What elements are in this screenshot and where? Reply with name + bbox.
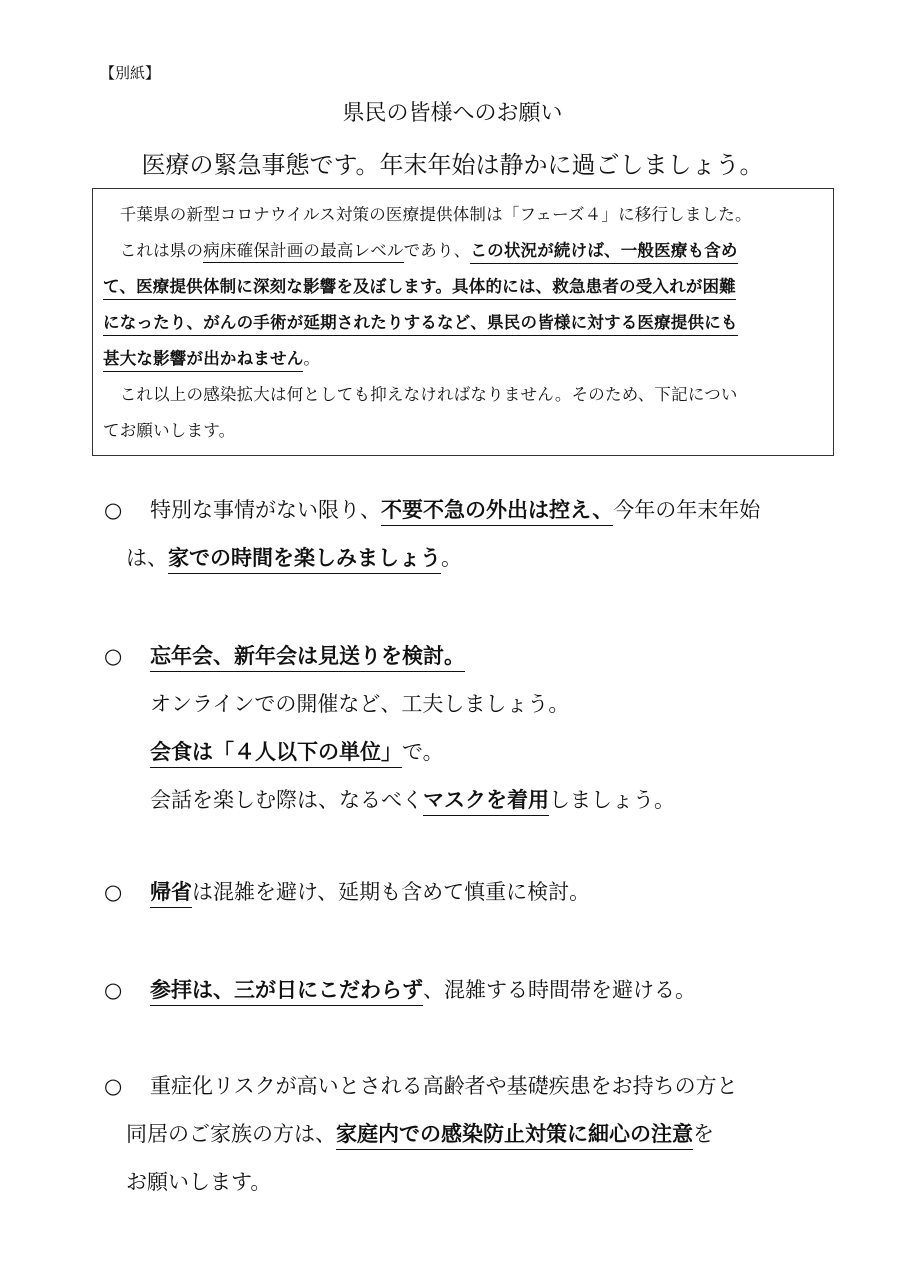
item-emph-text: 忘年会、新年会は見送りを検討。 bbox=[150, 644, 465, 672]
item-emph-text: 参拝は、三が日にこだわらず bbox=[150, 978, 423, 1006]
item-emph-text: 帰省 bbox=[150, 880, 192, 908]
item-text: 重症化リスクが高いとされる高齢者や基礎疾患をお持ちの方と bbox=[150, 1074, 738, 1098]
item-text: オンラインでの開催など、工夫しましょう。 bbox=[150, 692, 570, 716]
item-text: お願いします。 bbox=[126, 1170, 272, 1194]
notice-box bbox=[92, 188, 834, 456]
request-item-1 bbox=[104, 486, 760, 582]
box-emph-text: 病床確保計画の最高レベル bbox=[203, 241, 403, 263]
item-emph-text: 会食は「４人以下の単位」 bbox=[150, 740, 402, 768]
box-line-2 bbox=[103, 233, 823, 269]
box-line-7 bbox=[103, 413, 823, 449]
item-text: 、混雑する時間帯を避ける。 bbox=[423, 978, 696, 1002]
box-text: 。 bbox=[303, 349, 321, 368]
item-emph-text: 不要不急の外出は控え、 bbox=[381, 498, 613, 526]
request-item-2 bbox=[104, 632, 675, 824]
box-emph-text: 甚大な影響が出かねません bbox=[103, 349, 303, 372]
page-subtitle: 医療の緊急事態です。年末年始は静かに過ごしましょう。 bbox=[141, 151, 764, 179]
bullet-icon: ○ bbox=[104, 1074, 123, 1098]
box-text: これは県の bbox=[119, 241, 204, 260]
box-emph-text: になったり、がんの手術が延期されたりするなど、県民の皆様に対する医療提供にも bbox=[103, 313, 738, 336]
box-line-3 bbox=[103, 269, 823, 305]
item-emph-text: 家での時間を楽しみましょう bbox=[168, 546, 441, 574]
item-text: 特別な事情がない限り、 bbox=[150, 498, 381, 522]
bullet-icon: ○ bbox=[104, 880, 123, 904]
box-line-4 bbox=[103, 305, 823, 341]
bullet-icon: ○ bbox=[104, 498, 123, 522]
box-text: てお願いします。 bbox=[103, 421, 236, 440]
item-text: で。 bbox=[402, 740, 444, 764]
request-item-5 bbox=[104, 1062, 738, 1206]
box-text: これ以上の感染拡大は何としても抑えなければなりません。そのため、下記につい bbox=[119, 385, 738, 404]
item-text: しましょう。 bbox=[549, 788, 675, 812]
box-emph-text: この状況が続けば、一般医療も含め bbox=[470, 241, 737, 264]
box-text: であり、 bbox=[403, 241, 471, 260]
item-emph-text: マスクを着用 bbox=[423, 788, 549, 816]
item-text: を bbox=[693, 1122, 714, 1146]
box-text: 千葉県の新型コロナウイルス対策の医療提供体制は「フェーズ４」に移行しました。 bbox=[119, 205, 752, 224]
box-line-6 bbox=[103, 377, 823, 413]
box-line-5 bbox=[103, 341, 823, 377]
item-text: 会話を楽しむ際は、なるべく bbox=[150, 788, 423, 812]
box-line-1 bbox=[103, 197, 823, 233]
item-text: 同居のご家族の方は、 bbox=[126, 1122, 336, 1146]
item-text: 。 bbox=[441, 546, 462, 570]
box-emph-text: て、医療提供体制に深刻な影響を及ぼします。具体的には、救急患者の受入れが困難 bbox=[103, 277, 736, 300]
attachment-tag: 【別紙】 bbox=[100, 64, 161, 82]
bullet-icon: ○ bbox=[104, 644, 123, 668]
request-item-3 bbox=[104, 868, 590, 916]
page-title: 県民の皆様へのお願い bbox=[342, 101, 563, 126]
item-emph-text: 家庭内での感染防止対策に細心の注意 bbox=[336, 1122, 693, 1150]
item-text: は、 bbox=[126, 546, 168, 570]
item-text: は混雑を避け、延期も含めて慎重に検討。 bbox=[192, 880, 591, 904]
request-item-4 bbox=[104, 966, 696, 1014]
bullet-icon: ○ bbox=[104, 978, 123, 1002]
item-text: 今年の年末年始 bbox=[613, 498, 761, 522]
